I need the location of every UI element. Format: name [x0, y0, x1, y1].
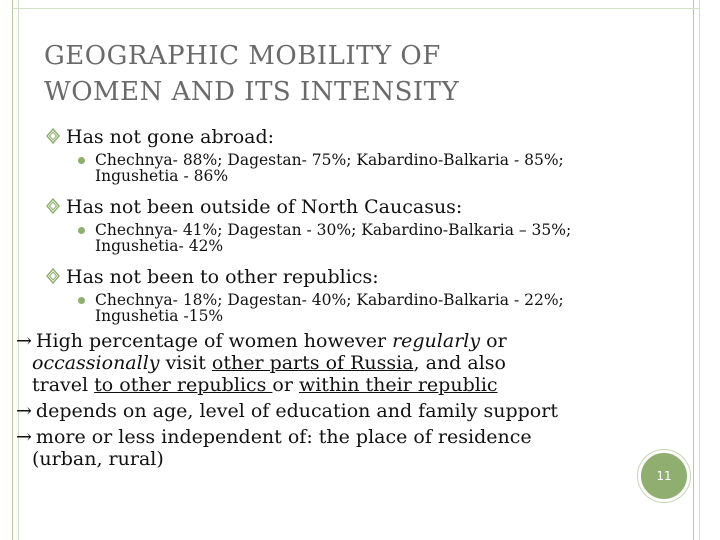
underline-other-parts: other parts of Russia [211, 352, 414, 374]
page-number-badge: 11 [638, 450, 690, 502]
bullet-item-north-caucasus [44, 196, 644, 218]
arrow-point-depends [12, 400, 644, 422]
dot-bullet-icon [78, 297, 85, 304]
bullet-heading: Has not been outside of North Caucasus: [66, 196, 463, 218]
bullet-item-abroad [44, 126, 644, 148]
arrow-text-part: or [480, 330, 507, 352]
sub-bullet-text: Chechnya- 18%; Dagestan- 40%; Kabardino-Balkaria - 22%; Ingushetia -15% [95, 291, 564, 325]
bullet-heading: Has not gone abroad: [66, 126, 275, 148]
emphasis-occassionally: occassionally [32, 352, 160, 374]
diamond-bullet-icon [46, 198, 60, 214]
slide-content [16, 126, 644, 474]
arrow-text-part: or [272, 374, 299, 396]
arrow-text-part: High percentage of women however [35, 330, 393, 352]
diamond-bullet-icon [46, 128, 60, 144]
sub-bullet-text: Chechnya- 88%; Dagestan- 75%; Kabardino-Balkaria - 85%; Ingushetia - 86% [95, 151, 564, 185]
title-line-2: WOMEN AND ITS INTENSITY [44, 77, 460, 107]
sub-bullet-abroad [44, 152, 644, 184]
emphasis-regularly: regularly [392, 330, 481, 352]
arrow-text: more or less independent of: the place of residence [35, 426, 532, 448]
underline-to-other-republics: to other republics [94, 374, 273, 396]
dot-bullet-icon [78, 157, 85, 164]
title-line-1: GEOGRAPHIC MOBILITY OF [44, 41, 441, 71]
dot-bullet-icon [78, 227, 85, 234]
arrow-point-independent [12, 426, 644, 470]
arrow-point-high-percentage [12, 330, 644, 396]
sub-bullet-other-republics [44, 292, 644, 324]
sub-bullet-text: Chechnya- 41%; Dagestan - 30%; Kabardino-Balkaria – 35%; Ingushetia- 42% [95, 221, 572, 255]
underline-within-republic: within their republic [298, 374, 498, 396]
arrow-right-icon: → [16, 400, 32, 422]
top-border-line [12, 8, 699, 9]
slide-title [44, 38, 664, 110]
right-border-line [693, 0, 694, 540]
arrow-text-continuation: (urban, rural) [32, 448, 164, 470]
arrow-right-icon: → [16, 426, 32, 448]
right-border-line-inner [699, 0, 700, 540]
bullet-heading: Has not been to other republics: [66, 266, 379, 288]
arrow-right-icon: → [16, 330, 32, 352]
arrow-text-part: , and also [413, 352, 506, 374]
diamond-bullet-icon [46, 268, 60, 284]
arrow-text: depends on age, level of education and family support [35, 400, 558, 422]
arrow-text-part: visit [159, 352, 212, 374]
sub-bullet-north-caucasus [44, 222, 644, 254]
arrow-text-part: travel [32, 374, 95, 396]
bullet-item-other-republics [44, 266, 644, 288]
